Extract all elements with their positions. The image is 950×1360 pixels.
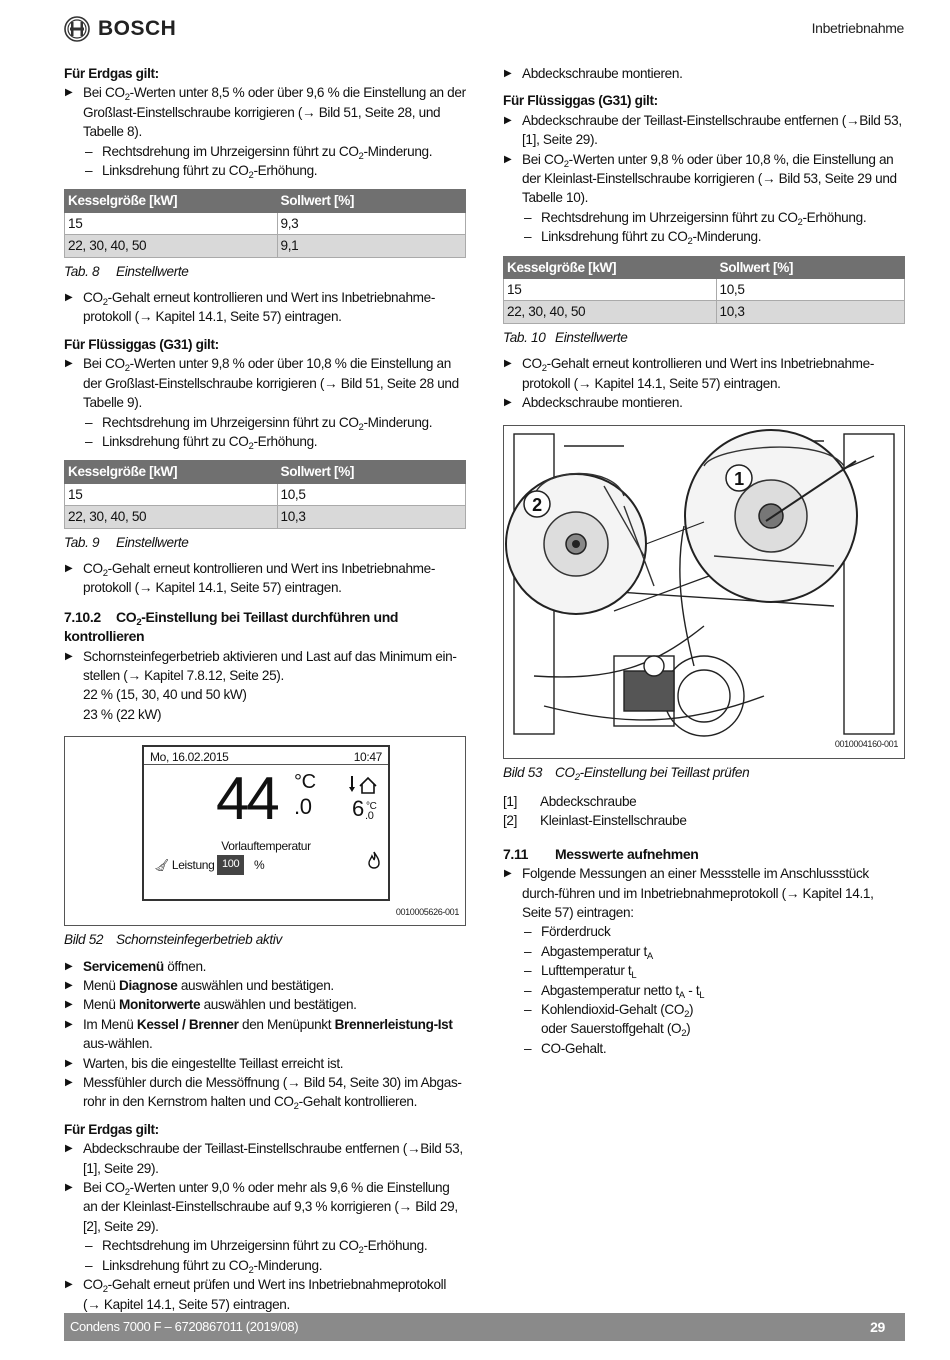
bullet-item: ▶ Abdeckschraube montieren. (503, 64, 905, 83)
table-cell: 15 (65, 212, 278, 234)
dash-item: – Linksdrehung führt zu $CO_2$-Minderung. (503, 227, 905, 246)
dash-list (503, 922, 905, 1058)
bullet-item: ▶ Bei $CO_2$-Werten unter 9,0 % oder mehr als 9,6 % die Einstellung an der Kleinlast-Einstellschraube auf 9,3 % korrigieren (→ Bild 29, [2], Seite 29). (64, 1178, 466, 1236)
bullet-list (64, 957, 466, 1112)
bullet-item: ▶ Bei $CO_2$-Werten unter 9,8 % oder über 10,8 % die Einstellung an der Großlast-Einstellschraube korrigieren (→ Bild 51, Seite 28 und Tabelle 9). (64, 354, 466, 412)
dash-list (64, 142, 466, 181)
bullet-list (64, 1275, 466, 1314)
table-cell: 9,3 (277, 212, 465, 234)
dash-item: – Lufttemperatur $t_L$ (503, 961, 905, 980)
page-footer (64, 1313, 905, 1341)
display-outdoor-unit: °C (366, 801, 377, 813)
table-caption: Tab. 10 Einstellwerte (503, 329, 628, 345)
callout-label-1: 1 (734, 468, 744, 489)
display-percent-unit: % (254, 858, 265, 873)
bullet-item: ▶ Bei $CO_2$-Werten unter 9,8 % oder über 10,8 %, die Einstellung an der Kleinlast-Einstellschraube korrigieren (→ Bild 53, Seite 29 und Tabelle 10). (503, 150, 905, 208)
dash-item: – Linksdrehung führt zu $CO_2$-Erhöhung. (64, 432, 466, 451)
table-cell: 10,3 (277, 506, 465, 528)
boiler-illustration (504, 426, 904, 758)
table-cell: 22, 30, 40, 50 (504, 301, 717, 323)
flame-icon (368, 851, 380, 869)
table-10 (503, 256, 905, 324)
dash-item: – Rechtsdrehung im Uhrzeigersinn führt zu $CO_2$-Minderung. (64, 413, 466, 432)
bullet-item: ▶ Servicemenü öffnen. (64, 957, 466, 976)
table-cell: 10,3 (716, 301, 904, 323)
bullet-item: ▶ Im Menü Kessel / Brenner den Menüpunkt Brennerleistung-Ist aus-wählen. (64, 1015, 466, 1054)
figure-52-display (64, 736, 466, 926)
figure-code: 0010004160-001 (834, 739, 898, 750)
sweep-icon: 🧹︎ (154, 858, 169, 873)
table-cell: 15 (65, 483, 278, 505)
table-cell: 22, 30, 40, 50 (65, 235, 278, 257)
table-cell: 22, 30, 40, 50 (65, 506, 278, 528)
bullet-list (64, 559, 466, 598)
table-8 (64, 189, 466, 257)
bullet-item: ▶ $CO_2$-Gehalt erneut kontrollieren und Wert ins Inbetriebnahme-protokoll (→ Kapitel 14.1, Seite 57) eintragen. (503, 354, 905, 393)
heading-erdgas: Für Erdgas gilt: (64, 66, 159, 81)
bullet-list (503, 354, 905, 412)
dash-item: – Abgastemperatur $t_A$ (503, 942, 905, 961)
dash-item: – Förderdruck (503, 922, 905, 941)
display-unit: °C (294, 771, 316, 794)
bullet-list (64, 1139, 466, 1236)
bullet-list (64, 83, 466, 141)
callout-label-2: 2 (532, 494, 542, 515)
display-temperature-decimal: .0 (294, 794, 312, 820)
bullet-item: ▶ Menü Diagnose auswählen und bestätigen. (64, 976, 466, 995)
table-header: Kesselgröße [kW] (65, 190, 278, 212)
display-date: Mo, 16.02.2015 (150, 750, 229, 765)
house-icon (348, 774, 378, 796)
section-heading-7-10-2: 7.10.2 $CO_2$-Einstellung bei Teillast durchführen und kontrollieren (64, 608, 399, 645)
figure-code: 0010005626-001 (395, 906, 459, 917)
bullet-item: ▶ Messfühler durch die Messöffnung (→ Bild 54, Seite 30) im Abgas-rohr in den Kernstrom halten und $CO_2$-Gehalt kontrollieren. (64, 1073, 466, 1112)
display-label: Vorlauftemperatur (221, 839, 311, 854)
bullet-item: ▶ Menü Monitorwerte auswählen und bestätigen. (64, 995, 466, 1014)
legend-item: [1] Abdeckschraube (503, 793, 637, 809)
bullet-item: ▶ $CO_2$-Gehalt erneut kontrollieren und Wert ins Inbetriebnahme-protokoll (→ Kapitel 14.1, Seite 57) eintragen. (64, 288, 466, 327)
display-outdoor-temp: 6 (352, 796, 364, 822)
dash-item: – CO-Gehalt. (503, 1039, 905, 1058)
table-cell: 9,1 (277, 235, 465, 257)
display-temperature: 44 (216, 765, 277, 833)
bullet-item: ▶ $CO_2$-Gehalt erneut prüfen und Wert ins Inbetriebnahmeprotokoll (→ Kapitel 14.1, Seite 57) eintragen. (64, 1275, 466, 1314)
table-cell: 10,5 (277, 483, 465, 505)
table-caption: Tab. 9 Einstellwerte (64, 534, 189, 550)
dash-item: – Linksdrehung führt zu $CO_2$-Minderung. (64, 1256, 466, 1275)
bosch-armature-icon (64, 16, 90, 42)
table-caption: Tab. 8 Einstellwerte (64, 263, 189, 279)
load-percent-line: 22 % (15, 30, 40 und 50 kW) (83, 687, 247, 703)
table-header: Sollwert [%] (716, 256, 904, 278)
display-leistung: 🧹︎ Leistung (154, 858, 215, 873)
table-header: Sollwert [%] (277, 190, 465, 212)
figure-caption: Bild 53 $CO_2$-Einstellung bei Teillast prüfen (503, 764, 750, 783)
table-cell: 15 (504, 279, 717, 301)
bullet-item: ▶ Abdeckschraube der Teillast-Einstellschraube entfernen (→Bild 53, [1], Seite 29). (64, 1139, 466, 1178)
section-label: Inbetriebnahme (811, 20, 904, 36)
bullet-item: ▶ Folgende Messungen an einer Messstelle im Anschlussstück durch-führen und im Inbetriebnahmeprotokoll (→ Kapitel 14.1, Seite 57) eintragen: (503, 864, 905, 922)
display-outdoor-decimal: .0 (365, 810, 374, 823)
bullet-list (64, 354, 466, 412)
dash-item: – Rechtsdrehung im Uhrzeigersinn führt zu $CO_2$-Minderung. (64, 142, 466, 161)
left-column (64, 64, 466, 1314)
bullet-item: ▶ Abdeckschraube montieren. (503, 393, 905, 412)
figure-legend (503, 792, 905, 831)
page-number: 29 (870, 1319, 885, 1335)
figure-53-photo (503, 425, 905, 759)
figure-caption: Bild 52 Schornsteinfegerbetrieb aktiv (64, 932, 282, 948)
dash-item: – Linksdrehung führt zu $CO_2$-Erhöhung. (64, 161, 466, 180)
bullet-item: ▶ Bei $CO_2$-Werten unter 8,5 % oder über 9,6 % die Einstellung an der Großlast-Einstellschraube korrigieren (→ Bild 51, Seite 28, und Tabelle 8). (64, 83, 466, 141)
bullet-list (503, 64, 905, 83)
table-header: Sollwert [%] (277, 461, 465, 483)
footer-text: Condens 7000 F – 6720867011 (2019/08) (70, 1319, 299, 1334)
dash-list (64, 1236, 466, 1275)
bullet-item: ▶ $CO_2$-Gehalt erneut kontrollieren und Wert ins Inbetriebnahme-protokoll (→ Kapitel 14.1, Seite 57) eintragen. (64, 559, 466, 598)
bullet-list (64, 647, 466, 686)
brand-name: BOSCH (98, 17, 177, 40)
dash-item: – Abgastemperatur netto $t_A - t_L$ (503, 981, 905, 1000)
bullet-list (64, 288, 466, 327)
section-heading-7-11: 7.11 Messwerte aufnehmen (503, 845, 699, 862)
dash-item: – Kohlendioxid-Gehalt $(CO_2)$ oder Sauerstoffgehalt $(O_2)$ (503, 1000, 905, 1039)
boiler-display (142, 745, 390, 901)
table-9 (64, 460, 466, 528)
bullet-item: ▶ Abdeckschraube der Teillast-Einstellschraube entfernen (→Bild 53, [1], Seite 29). (503, 111, 905, 150)
right-column (503, 64, 905, 1058)
bullet-list (503, 111, 905, 208)
dash-list (64, 413, 466, 452)
bullet-item: ▶ Warten, bis die eingestellte Teillast erreicht ist. (64, 1054, 466, 1073)
load-percent-line: 23 % (22 kW) (83, 706, 162, 722)
dash-list (503, 208, 905, 247)
table-header: Kesselgröße [kW] (504, 256, 717, 278)
bullet-list (503, 864, 905, 922)
dash-item: – Rechtsdrehung im Uhrzeigersinn führt zu $CO_2$-Erhöhung. (64, 1236, 466, 1255)
bosch-logo (64, 16, 176, 42)
table-cell: 10,5 (716, 279, 904, 301)
display-time: 10:47 (353, 750, 382, 765)
heading-erdgas-2: Für Erdgas gilt: (64, 1121, 159, 1137)
dash-item: – Rechtsdrehung im Uhrzeigersinn führt zu $CO_2$-Erhöhung. (503, 208, 905, 227)
heading-fluessiggas: Für Flüssiggas (G31) gilt: (64, 336, 219, 352)
display-percent: 100 (217, 855, 244, 874)
legend-item: [2] Kleinlast-Einstellschraube (503, 813, 687, 829)
heading-fluessiggas-2: Für Flüssiggas (G31) gilt: (503, 93, 658, 109)
table-header: Kesselgröße [kW] (65, 461, 278, 483)
bullet-item: ▶ Schornsteinfegerbetrieb aktivieren und Last auf das Minimum ein-stellen (→ Kapitel 7.8.12, Seite 25). (64, 647, 466, 686)
